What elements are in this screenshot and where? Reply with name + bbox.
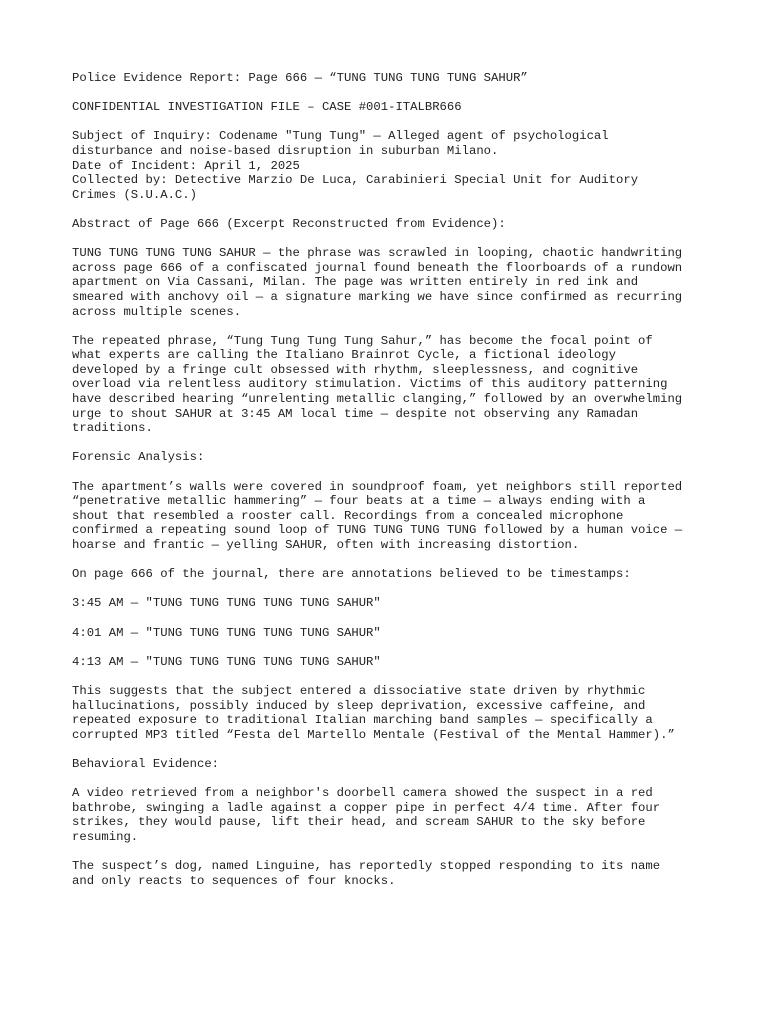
collected-by-line-2: Crimes (S.U.A.C.) (72, 187, 197, 202)
subject-line-1: Subject of Inquiry: Codename "Tung Tung" — Alleged agent of psychological (72, 129, 609, 144)
file-header: CONFIDENTIAL INVESTIGATION FILE – CASE #001-ITALBR666 (72, 100, 462, 115)
forensic-heading: Forensic Analysis: (72, 450, 205, 465)
report-metadata (72, 129, 712, 202)
incident-date: Date of Incident: April 1, 2025 (72, 158, 300, 173)
timestamp-entry: 4:01 AM — "TUNG TUNG TUNG TUNG TUNG SAHUR" (72, 625, 381, 640)
dissociative-paragraph: This suggests that the subject entered a dissociative state driven by rhythmic hallucinations, possibly induced by sleep deprivation, excessive caffeine, and repeated exposure to traditional Italian marching band samples — specifically a corrupted MP3 titled “Festa del Martello Mentale (Festival of the Mental Hammer).” (72, 683, 675, 742)
timestamp-entry: 3:45 AM — "TUNG TUNG TUNG TUNG TUNG SAHUR" (72, 596, 381, 611)
document-page (72, 71, 712, 903)
phrase-paragraph: The repeated phrase, “Tung Tung Tung Tung Sahur,” has become the focal point of what experts are calling the Italiano Brainrot Cycle, a fictional ideology developed by a fringe cult obsessed with rhythm, sleeplessness, and cognitive overload via relentless auditory stimulation. Victims of this auditory patterning have described hearing “unrelenting metallic clanging,” followed by an overwhelming urge to shout SAHUR at 3:45 AM local time — despite not observing any Ramadan traditions. (72, 333, 683, 436)
dog-paragraph: The suspect’s dog, named Linguine, has reportedly stopped responding to its name and only reacts to sequences of four knocks. (72, 859, 661, 888)
abstract-paragraph: TUNG TUNG TUNG TUNG SAHUR — the phrase was scrawled in looping, chaotic handwriting across page 666 of a confiscated journal found beneath the floorboards of a rundown apartment on Via Cassani, Milan. The page was written entirely in red ink and smeared with anchovy oil — a signature marking we have since confirmed as recurring across multiple scenes. (72, 246, 683, 319)
timestamp-entry: 4:13 AM — "TUNG TUNG TUNG TUNG TUNG SAHUR" (72, 654, 381, 669)
forensic-paragraph: The apartment’s walls were covered in soundproof foam, yet neighbors still reported “penetrative metallic hammering” — four beats at a time — always ending with a shout that resembled a rooster call. Recordings from a concealed microphone confirmed a repeating sound loop of TUNG TUNG TUNG TUNG followed by a human voice — hoarse and frantic — yelling SAHUR, often with increasing distortion. (72, 479, 683, 552)
abstract-heading: Abstract of Page 666 (Excerpt Reconstructed from Evidence): (72, 216, 506, 231)
report-title: Police Evidence Report: Page 666 — “TUNG TUNG TUNG TUNG SAHUR” (72, 71, 528, 85)
collected-by-line-1: Collected by: Detective Marzio De Luca, Carabinieri Special Unit for Auditory (72, 173, 639, 188)
behavioral-heading: Behavioral Evidence: (72, 756, 220, 771)
annotations-intro: On page 666 of the journal, there are annotations believed to be timestamps: (72, 567, 631, 582)
subject-line-2: disturbance and noise-based disruption in suburban Milano. (72, 143, 499, 158)
video-paragraph: A video retrieved from a neighbor's doorbell camera showed the suspect in a red bathrobe, swinging a ladle against a copper pipe in perfect 4/4 time. After four strikes, they would pause, lift their head, and scream SAHUR to the sky before resuming. (72, 786, 661, 844)
